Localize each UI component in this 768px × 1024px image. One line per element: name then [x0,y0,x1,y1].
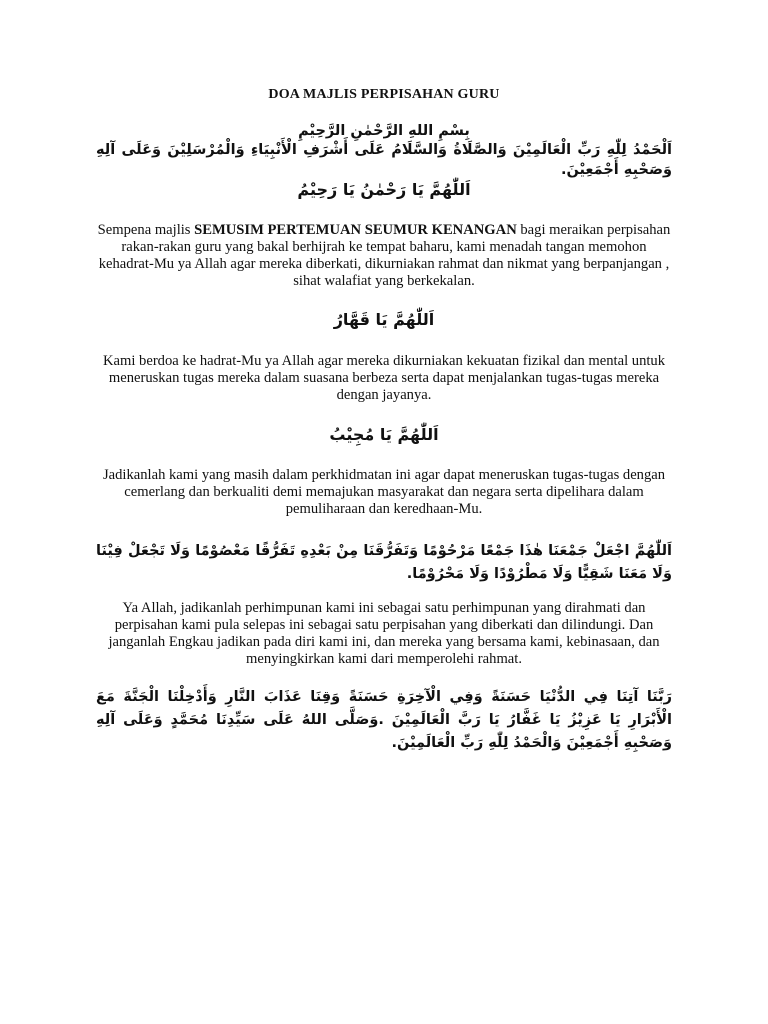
paragraph-1-intro: Sempena majlis [97,222,195,238]
opening-praise: اَلْحَمْدُ لِلّٰهِ رَبِّ الْعَالَمِيْنَ وَالصَّلَاةُ وَالسَّلَامُ عَلَى أَشْرَفِ الْأَنْبِيَاءِ وَالْمُرْسَلِيْنَ وَعَلَى آلِهِ وَصَحْبِهِ أَجْمَعِيْنَ. [96,142,672,178]
event-name: SEMUSIM PERTEMUAN SEUMUR KENANGAN [194,222,517,238]
paragraph-2: Kami berdoa ke hadrat-Mu ya Allah agar mereka dikurniakan kekuatan fizikal dan mental untuk meneruskan tugas mereka dalam suasana berbeza serta dapat menjalankan tugas-tugas mereka dengan jayanya. [102,353,666,403]
arabic-prayer-closing: رَبَّنَا آتِنَا فِي الدُّنْيَا حَسَنَةً وَفِي الْآخِرَةِ حَسَنَةً وَقِنَا عَذَابَ النَّارِ وَأَدْخِلْنَا الْجَنَّةَ مَعَ الْأَبْرَارِ يَا عَزِيْزُ يَا غَفَّارُ يَا رَبَّ الْعَالَمِيْنَ .وَصَلَّى اللهُ عَلَى سَيِّدِنَا مُحَمَّدٍ وَعَلَى آلِهِ وَصَحْبِهِ أَجْمَعِيْنَ وَالْحَمْدُ لِلّٰهِ رَبِّ الْعَالَمِيْنَ. [96,689,672,751]
document-title: DOA MAJLIS PERPISAHAN GURU [268,87,500,102]
paragraph-4: Ya Allah, jadikanlah perhimpunan kami ini sebagai satu perhimpunan yang dirahmati dan perpisahan kami pula selepas ini sebagai satu perpisahan yang diberkati dan dilindungi. Dan janganlah Engkau jadikan pada diri kami ini, dan mereka yang bersama kami, kebinasaan, dan menyingkirkan kami dari memperolehi rahmat. [108,600,660,667]
paragraph-1 [96,222,672,290]
invocation-ya-qahhar: اَللّٰهُمَّ يَا قَهَّارُ [333,310,435,329]
paragraph-1-body: bagi meraikan perpisahan rakan-rakan guru yang bakal berhijrah ke tempat baharu, kami menadah tangan memohon kehadrat-Mu ya Allah agar mereka diberkati, dikurniakan rahmat dan nikmat yang berpanjangan , sihat walafiat yang berkekalan. [98,222,671,289]
invocation-ya-rahman: اَللّٰهُمَّ يَا رَحْمٰنُ يَا رَحِيْمُ [297,180,471,199]
invocation-ya-mujib: اَللّٰهُمَّ يَا مُجِيْبُ [329,425,439,444]
arabic-prayer-gathering: اَللّٰهُمَّ اجْعَلْ جَمْعَنَا هٰذَا جَمْعًا مَرْحُوْمًا وَتَفَرُّقَنَا مِنْ بَعْدِهِ تَفَرُّقًا مَعْصُوْمًا وَلَا تَجْعَلْ فِيْنَا وَلَا مَعَنَا شَقِيًّا وَلَا مَطْرُوْدًا وَلَا مَحْرُوْمًا. [96,543,672,582]
paragraph-3: Jadikanlah kami yang masih dalam perkhidmatan ini agar dapat meneruskan tugas-tugas dengan cemerlang dan berkualiti demi memajukan masyarakat dan negara serta dipelihara dalam pemuliharaan dan keredhaan-Mu. [102,467,666,517]
basmalah: بِسْمِ اللهِ الرَّحْمٰنِ الرَّحِيْمِ [298,123,470,139]
